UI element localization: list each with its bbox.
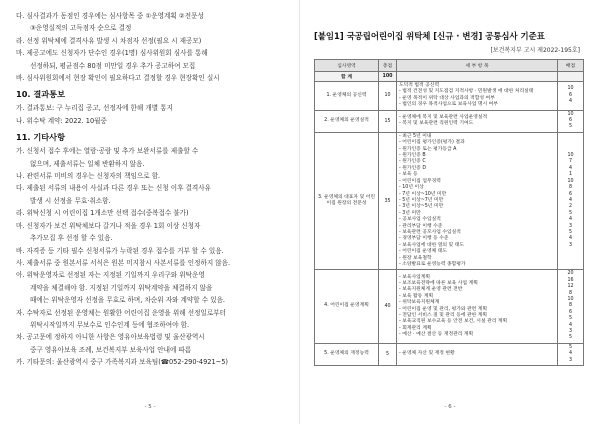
criteria-items bbox=[397, 110, 558, 132]
criteria-subtitle: [보건복지부 고시 제2022-195호] bbox=[490, 47, 580, 54]
criteria-scores bbox=[558, 110, 584, 132]
criteria-score-value: 5 bbox=[568, 316, 573, 322]
criteria-subitem: - 운영체 자산 및 재정 현황 bbox=[399, 351, 455, 357]
criteria-subitem: - 법적 건전성 및 지도점검 지적사항 · 민원발생 에 대한 처리실태 bbox=[399, 89, 534, 95]
criteria-score-value: 3 bbox=[568, 242, 573, 248]
criteria-subitem: - 10년 이상 bbox=[399, 185, 424, 191]
criteria-scores bbox=[558, 343, 584, 365]
criteria-score-value: 5 bbox=[568, 124, 573, 130]
criteria-area-label: 5. 운영체의 재정능력 bbox=[324, 351, 369, 357]
list-item: 마. 제공고에도 신청자가 단수인 경우(1명) 심사위원회 심사를 통해 bbox=[16, 49, 208, 58]
criteria-subitem: - 운영 목적이 위탁 대상 사업과의 적합성 여부 bbox=[399, 95, 495, 101]
header-score: 배점 bbox=[558, 60, 584, 72]
criteria-score-value: 16 bbox=[567, 277, 574, 283]
criteria-items bbox=[397, 343, 558, 365]
criteria-subitem: - 원장 보육철학 bbox=[399, 255, 432, 261]
criteria-subitem: - 7년 이상~10년 미만 bbox=[399, 191, 447, 197]
criteria-score-value: 4 bbox=[568, 99, 573, 105]
total-label: 합 계 bbox=[315, 72, 379, 82]
list-item: 바. 심사위원회에서 현장 확인이 필요하다고 결정할 경우 현장확인 실시 bbox=[16, 74, 220, 83]
criteria-subitem: - 위탁보육지원체계 bbox=[399, 300, 440, 306]
criteria-score-value: 4 bbox=[568, 165, 573, 171]
criteria-subitem: - 예산 · 예산 결산 등 재정관리 계획 bbox=[399, 332, 474, 338]
criteria-score-value: 20 bbox=[567, 271, 574, 277]
list-item: 발생 시 선정을 무효·취소함. bbox=[30, 196, 111, 205]
criteria-items bbox=[397, 270, 558, 343]
list-item: 다. 제출된 서류의 내용이 사실과 다른 경우 또는 신청 이후 결격사유 bbox=[16, 184, 212, 193]
criteria-score-value: 2 bbox=[568, 204, 573, 210]
criteria-points: 15 bbox=[379, 110, 397, 132]
section-11-list bbox=[16, 145, 286, 368]
criteria-subitem: - 관리부담 이행 수준 bbox=[399, 223, 443, 229]
list-item: ③운영실적의 고득점자 순으로 결정 bbox=[30, 24, 132, 33]
criteria-items bbox=[397, 82, 558, 111]
page-number-left: - 5 - bbox=[144, 404, 156, 410]
criteria-subitem: - 어린이집 평가인증(평가) 결과 bbox=[399, 140, 465, 146]
list-item: 차. 공고문에 정하지 아니한 사항은 영유아보육법령 및 울산광역시 bbox=[16, 333, 205, 342]
list-item: 라. 위탁신청 시 어린이집 1개소만 선택 접수(중복접수 불가) bbox=[16, 209, 189, 218]
criteria-subitem: - 전담인 서비스 질 및 관리 등에 관한 계획 bbox=[399, 313, 488, 319]
list-item: 나. 위수탁 계약: 2022. 10월중 bbox=[16, 116, 107, 125]
criteria-area-label: 1. 운영체의 공신력 bbox=[326, 92, 367, 98]
criteria-area bbox=[315, 110, 379, 132]
list-item: 계약을 체결해야 함. 지정된 기일까지 위탁계약을 체결하지 않을 bbox=[30, 283, 213, 292]
criteria-subitem: - 5년 이상~7년 미만 bbox=[399, 197, 444, 203]
criteria-scores bbox=[558, 270, 584, 343]
criteria-score-value: 5 bbox=[568, 344, 573, 350]
criteria-subitem: - 3년 이상~5년 미만 bbox=[399, 204, 444, 210]
criteria-score-value: 4 bbox=[568, 217, 573, 223]
list-item: 다. 심사결과가 동점인 경우에는 심사항목 중 ①운영계획 ②전문성 bbox=[16, 12, 204, 20]
criteria-score-value: 10 bbox=[567, 297, 574, 302]
list-item: 사. 제출서류 중 원본서류 서식은 원본 미지참시 사본서류를 인정하지 않음. bbox=[16, 258, 231, 267]
criteria-score-value: 4 bbox=[568, 197, 573, 203]
criteria-score-value: 3 bbox=[568, 223, 573, 229]
criteria-score-value: 4 bbox=[568, 236, 573, 242]
list-item: 추가모집 후 선정 할 수 있음. bbox=[30, 234, 113, 243]
criteria-subitem: - 공보사업 수입실적 bbox=[399, 217, 441, 223]
criteria-table bbox=[314, 59, 584, 366]
right-page bbox=[300, 0, 600, 424]
criteria-points: 10 bbox=[379, 82, 397, 111]
criteria-subitem: - 보육사업에 대한 열의 및 태도 bbox=[399, 242, 464, 248]
list-item: 중구 영유아보육 조례, 보건복지부 보육사업 안내에 따름 bbox=[30, 345, 192, 354]
criteria-area bbox=[315, 343, 379, 365]
criteria-subitem: - 보육사업계획 bbox=[399, 274, 431, 280]
list-item: 없으며, 제출서류는 일체 반환하지 않음. bbox=[30, 159, 145, 168]
section-10-list bbox=[16, 102, 286, 127]
criteria-subitem: 도덕적 법적 공신력 bbox=[399, 83, 440, 88]
criteria-subitem: - 원가인증 B bbox=[399, 153, 426, 159]
criteria-area-label: 3. 운영체의 대표자 및 어린이집 원장의 전문성 bbox=[317, 194, 375, 207]
criteria-score-value: 12 bbox=[567, 284, 574, 290]
criteria-score-value: 8 bbox=[568, 290, 573, 296]
criteria-points: 5 bbox=[379, 343, 397, 365]
criteria-score-value: 1 bbox=[568, 172, 573, 178]
criteria-subitem: - 원가인증 또는 평가등급 A bbox=[399, 146, 457, 152]
section-10-title: 10. 결과통보 bbox=[16, 89, 65, 100]
criteria-score-value: 8 bbox=[568, 303, 573, 309]
criteria-score-value: 8 bbox=[568, 185, 573, 191]
criteria-score-value: 4 bbox=[568, 351, 573, 357]
criteria-score-value: 4 bbox=[568, 322, 573, 328]
header-points: 총점 bbox=[379, 60, 397, 72]
criteria-score-value: 10 bbox=[567, 111, 574, 117]
total-points: 100 bbox=[379, 72, 397, 82]
criteria-row bbox=[315, 82, 584, 111]
criteria-score-value: 10 bbox=[567, 86, 574, 92]
criteria-header-row bbox=[315, 60, 584, 72]
criteria-score-value: 3 bbox=[568, 357, 573, 363]
criteria-subitem: - 어린이집 운영체 태도 bbox=[399, 249, 448, 255]
criteria-area-label: 4. 어린이집 운영계획 bbox=[324, 303, 369, 309]
page-number-right: - 6 - bbox=[444, 404, 456, 410]
criteria-score-value: 10 bbox=[567, 153, 574, 159]
criteria-subitem: - 최근 5년 이내 bbox=[399, 133, 432, 139]
criteria-subitem: - 원가인증 D bbox=[399, 165, 427, 171]
list-item: 선정하되, 평균점수 80점 미만일 경우 추가 공고하여 모집 bbox=[30, 61, 196, 70]
list-item: 카. 기타문의: 울산광역시 중구 가족복지과 보육팀(☎052-290-4921~5) bbox=[16, 358, 228, 367]
criteria-subitem: - 보육교직원 보수교육 등 안전 보건, 시설 관리 계획 bbox=[399, 319, 508, 325]
criteria-score-value: 6 bbox=[568, 309, 573, 315]
criteria-subitem: - 보육 등 bbox=[399, 172, 418, 178]
list-item: 아. 위탁운영자로 선정된 자는 지정된 기일까지 우리구와 위탁운영 bbox=[16, 271, 205, 280]
criteria-row bbox=[315, 110, 584, 132]
criteria-items bbox=[397, 132, 558, 270]
criteria-scores bbox=[558, 132, 584, 270]
list-item: 때에는 위탁운영자 선정을 무효로 하며, 차순위 자와 계약할 수 있음. bbox=[30, 296, 226, 305]
criteria-score-value: 7 bbox=[568, 159, 573, 165]
criteria-area bbox=[315, 132, 379, 270]
header-area: 심사영역 bbox=[315, 60, 379, 72]
header-item: 세 부 항 목 bbox=[397, 60, 558, 72]
total-row bbox=[315, 72, 584, 82]
criteria-subitem: - 보육관련 공모사업 수입실적 bbox=[399, 229, 461, 235]
list-item: 가. 결과통보: 구 누리집 공고, 선정자에 한해 개별 통지 bbox=[16, 104, 173, 113]
terms-list-top bbox=[16, 10, 286, 84]
criteria-score-value: 6 bbox=[568, 92, 573, 98]
criteria-row bbox=[315, 343, 584, 365]
criteria-score-value: 10 bbox=[567, 178, 574, 184]
criteria-subitem: - 경영부담 이행 등 수준 bbox=[399, 236, 449, 242]
criteria-score-value: 6 bbox=[568, 118, 573, 124]
list-item: 라. 선정 위탁체에 결격사유 발생 시 차점자 선정(필요 시 재공모) bbox=[16, 36, 202, 45]
criteria-title: [붙임1] 국공립어린이집 위탁체 [신규 · 변경] 공통심사 기준표 bbox=[314, 31, 545, 41]
criteria-score-value: 3 bbox=[568, 329, 573, 335]
section-11-title: 11. 기타사항 bbox=[16, 132, 65, 143]
criteria-row bbox=[315, 270, 584, 343]
criteria-subitem: - 복지 및 보육관련 직원인력 기여도 bbox=[399, 121, 474, 127]
list-item: 위탁시작일까지 무보수로 인수인계 등에 협조하여야 함. bbox=[30, 320, 190, 329]
criteria-subitem: - 어린이집 운영 및 관리, 평가와 관련 계획 bbox=[399, 306, 488, 312]
list-item: 마. 신청자가 보건 위탁체보다 갈거나 적을 경우 1회 이상 신청자 bbox=[16, 221, 201, 230]
criteria-subitem: - 회계관리 계획 bbox=[399, 325, 432, 331]
criteria-area-label: 2. 운영체의 운영실적 bbox=[324, 117, 369, 123]
list-item: 가. 신청서 접수 후에는 열람·공람 및 추가 보완서류를 제출할 수 bbox=[16, 147, 199, 156]
criteria-subitem: - 법인의 경우 목적사업으로 보육사업 명시 여부 bbox=[399, 102, 498, 108]
criteria-points: 35 bbox=[379, 132, 397, 270]
list-item: 나. 관련서류 미비의 경우는 신청자의 책임으로 함. bbox=[16, 172, 161, 181]
criteria-subitem: - 보육 활동 계획 bbox=[399, 293, 434, 299]
criteria-score-value: 6 bbox=[568, 191, 573, 197]
criteria-row bbox=[315, 132, 584, 270]
criteria-score-value: 5 bbox=[568, 229, 573, 235]
criteria-area bbox=[315, 270, 379, 343]
criteria-subitem: - 원가인증 C bbox=[399, 159, 426, 165]
criteria-subitem: - 운영체에 복지 및 보육관련 사업운영실적 bbox=[399, 114, 488, 120]
total-score bbox=[558, 72, 584, 82]
criteria-subitem: - 3년 미만 bbox=[399, 210, 421, 216]
list-item: 바. 자격증 등 기타 필수 신청서류가 누락된 경우 접수를 거부 할 수 있음. bbox=[16, 246, 224, 255]
criteria-subitem: - 어린이집 업무경력 bbox=[399, 178, 441, 184]
criteria-area bbox=[315, 82, 379, 111]
criteria-scores bbox=[558, 82, 584, 111]
criteria-score-value: 5 bbox=[568, 335, 573, 341]
criteria-score-value: 5 bbox=[568, 210, 573, 216]
criteria-points: 40 bbox=[379, 270, 397, 343]
criteria-subitem: - 보조보육전략에 따른 보육 사업 계획 bbox=[399, 280, 478, 286]
criteria-subitem: - 소양발표로 운영능력 종합평가 bbox=[399, 261, 466, 267]
criteria-subitem: - 보육지원체계 운영 관련 전반 bbox=[399, 287, 463, 293]
list-item: 자. 수탁자로 선정된 운영체는 원활한 어린이집 운영을 위해 선정일로부터 bbox=[16, 308, 226, 317]
total-item bbox=[397, 72, 558, 82]
